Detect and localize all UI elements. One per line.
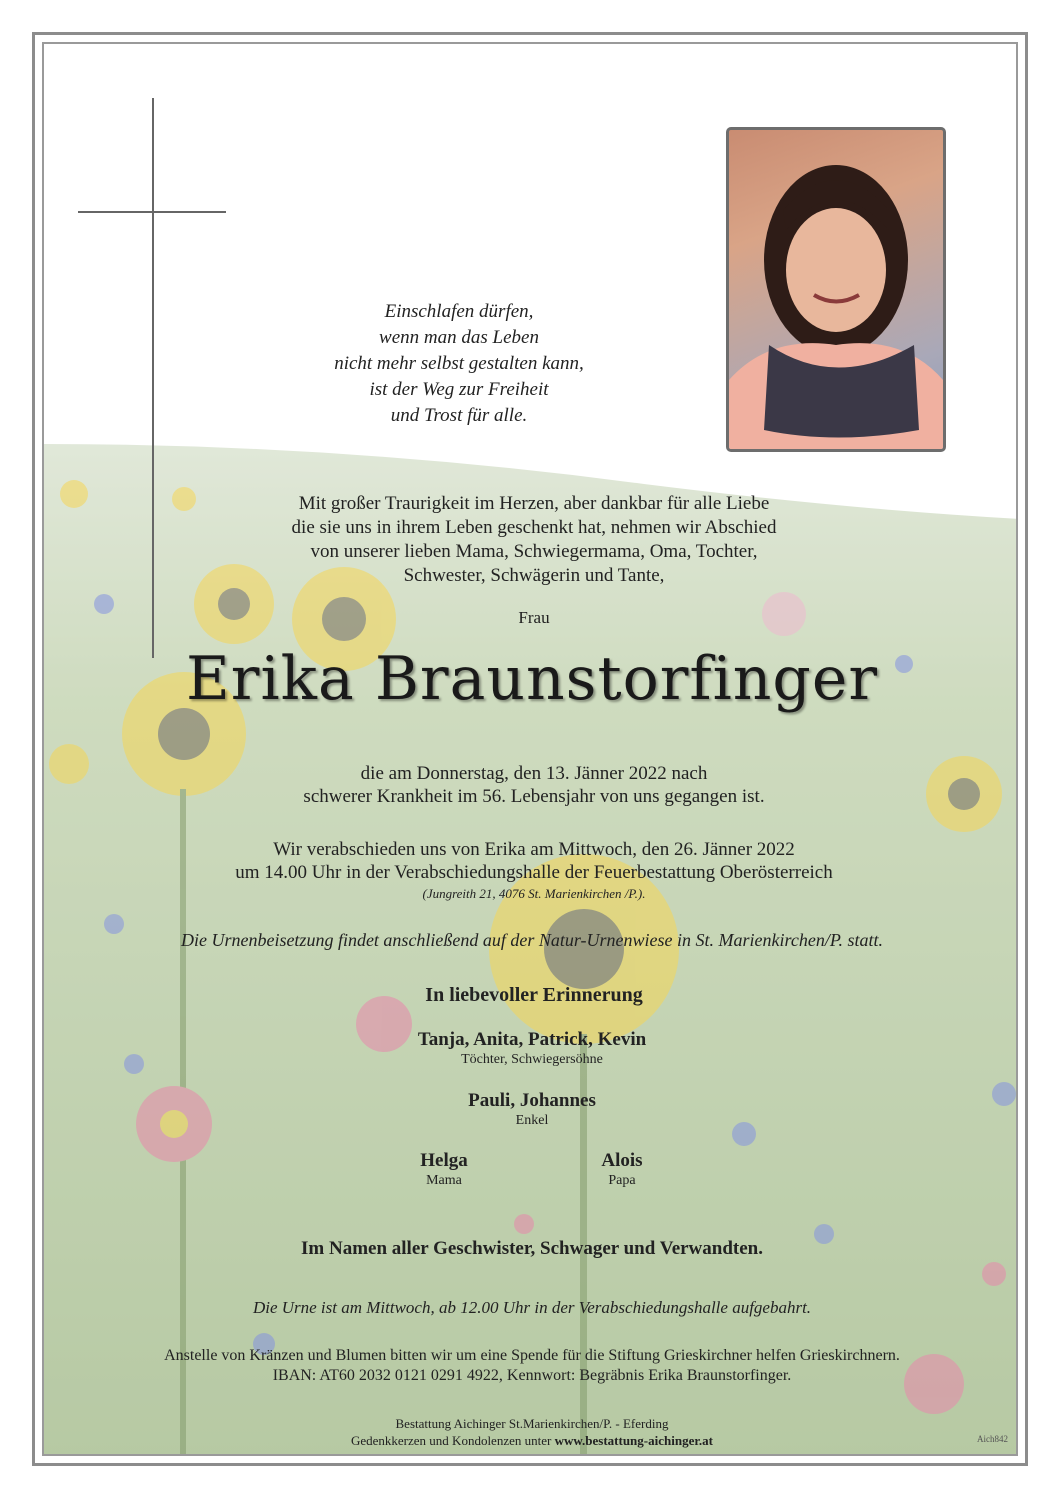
mourner-names: Pauli, Johannes bbox=[468, 1090, 596, 1111]
donation-request bbox=[74, 1346, 990, 1386]
mourner-group bbox=[552, 1150, 692, 1189]
website-link[interactable]: www.bestattung-aichinger.at bbox=[554, 1433, 713, 1448]
deceased-name: Erika Braunstorfinger bbox=[185, 644, 879, 714]
poem-line: nicht mehr selbst gestalten kann, bbox=[334, 353, 584, 374]
urn-viewing-note: Die Urne ist am Mittwoch, ab 12.00 Uhr in der Verabschiedungshalle aufgebahrt. bbox=[252, 1298, 812, 1317]
template-code: Aich842 bbox=[977, 1434, 1008, 1444]
condolence-line bbox=[194, 1432, 870, 1449]
mourner-names: Helga bbox=[420, 1150, 468, 1171]
family-line: Im Namen aller Geschwister, Schwager und Verwandten. bbox=[301, 1238, 763, 1259]
farewell-address: (Jungreith 21, 4076 St. Marienkirchen /P.). bbox=[422, 886, 646, 901]
farewell-text bbox=[144, 838, 924, 884]
cross-icon-bar bbox=[78, 211, 226, 213]
notice-page bbox=[42, 42, 1018, 1456]
mourner-relation: Töchter, Schwiegersöhne bbox=[461, 1052, 603, 1067]
poem-line: Einschlafen dürfen, bbox=[384, 301, 534, 322]
iban-line: IBAN: AT60 2032 0121 0291 4922, Kennwort: Begräbnis Erika Braunstorfinger. bbox=[272, 1367, 792, 1384]
intro-line: Mit großer Traurigkeit im Herzen, aber dankbar für alle Liebe bbox=[298, 493, 770, 514]
farewell-line: um 14.00 Uhr in der Verabschiedungshalle der Feuerbestattung Oberösterreich bbox=[235, 862, 833, 883]
mourner-relation: Enkel bbox=[515, 1113, 549, 1128]
footer bbox=[194, 1415, 870, 1449]
death-line: die am Donnerstag, den 13. Jänner 2022 nach bbox=[360, 763, 708, 784]
urn-burial-note: Die Urnenbeisetzung findet anschließend auf der Natur-Urnenwiese in St. Marienkirchen/P. statt. bbox=[180, 930, 884, 950]
mourner-group bbox=[374, 1150, 514, 1189]
poem-line: wenn man das Leben bbox=[379, 327, 539, 348]
memory-heading: In liebevoller Erinnerung bbox=[425, 984, 643, 1006]
cross-icon bbox=[152, 98, 154, 658]
poem-line: und Trost für alle. bbox=[390, 405, 528, 426]
mourner-group bbox=[282, 1029, 782, 1068]
undertaker-name: Bestattung Aichinger St.Marienkirchen/P. - Eferding bbox=[395, 1416, 669, 1431]
portrait-photo bbox=[726, 127, 946, 452]
mourner-relation: Papa bbox=[608, 1173, 636, 1188]
intro-line: von unserer lieben Mama, Schwiegermama, Oma, Tochter, bbox=[310, 541, 758, 562]
mourner-names: Alois bbox=[601, 1150, 643, 1171]
donation-line: Anstelle von Kränzen und Blumen bitten wir um eine Spende für die Stiftung Grieskirchner helfen Grieskirchnern. bbox=[164, 1347, 900, 1364]
farewell-line: Wir verabschieden uns von Erika am Mittwoch, den 26. Jänner 2022 bbox=[273, 839, 795, 860]
intro-line: Schwester, Schwägerin und Tante, bbox=[403, 565, 665, 586]
intro-text bbox=[164, 492, 904, 588]
condolence-text: Gedenkkerzen und Kondolenzen unter bbox=[350, 1433, 552, 1448]
poem bbox=[244, 299, 674, 429]
salutation: Frau bbox=[518, 608, 550, 627]
death-line: schwerer Krankheit im 56. Lebensjahr von uns gegangen ist. bbox=[303, 786, 765, 807]
intro-line: die sie uns in ihrem Leben geschenkt hat, nehmen wir Abschied bbox=[291, 517, 777, 538]
death-text bbox=[194, 762, 874, 808]
mourner-group bbox=[382, 1090, 682, 1129]
mourner-relation: Mama bbox=[426, 1173, 462, 1188]
mourner-names: Tanja, Anita, Patrick, Kevin bbox=[417, 1029, 647, 1050]
poem-line: ist der Weg zur Freiheit bbox=[369, 379, 549, 400]
